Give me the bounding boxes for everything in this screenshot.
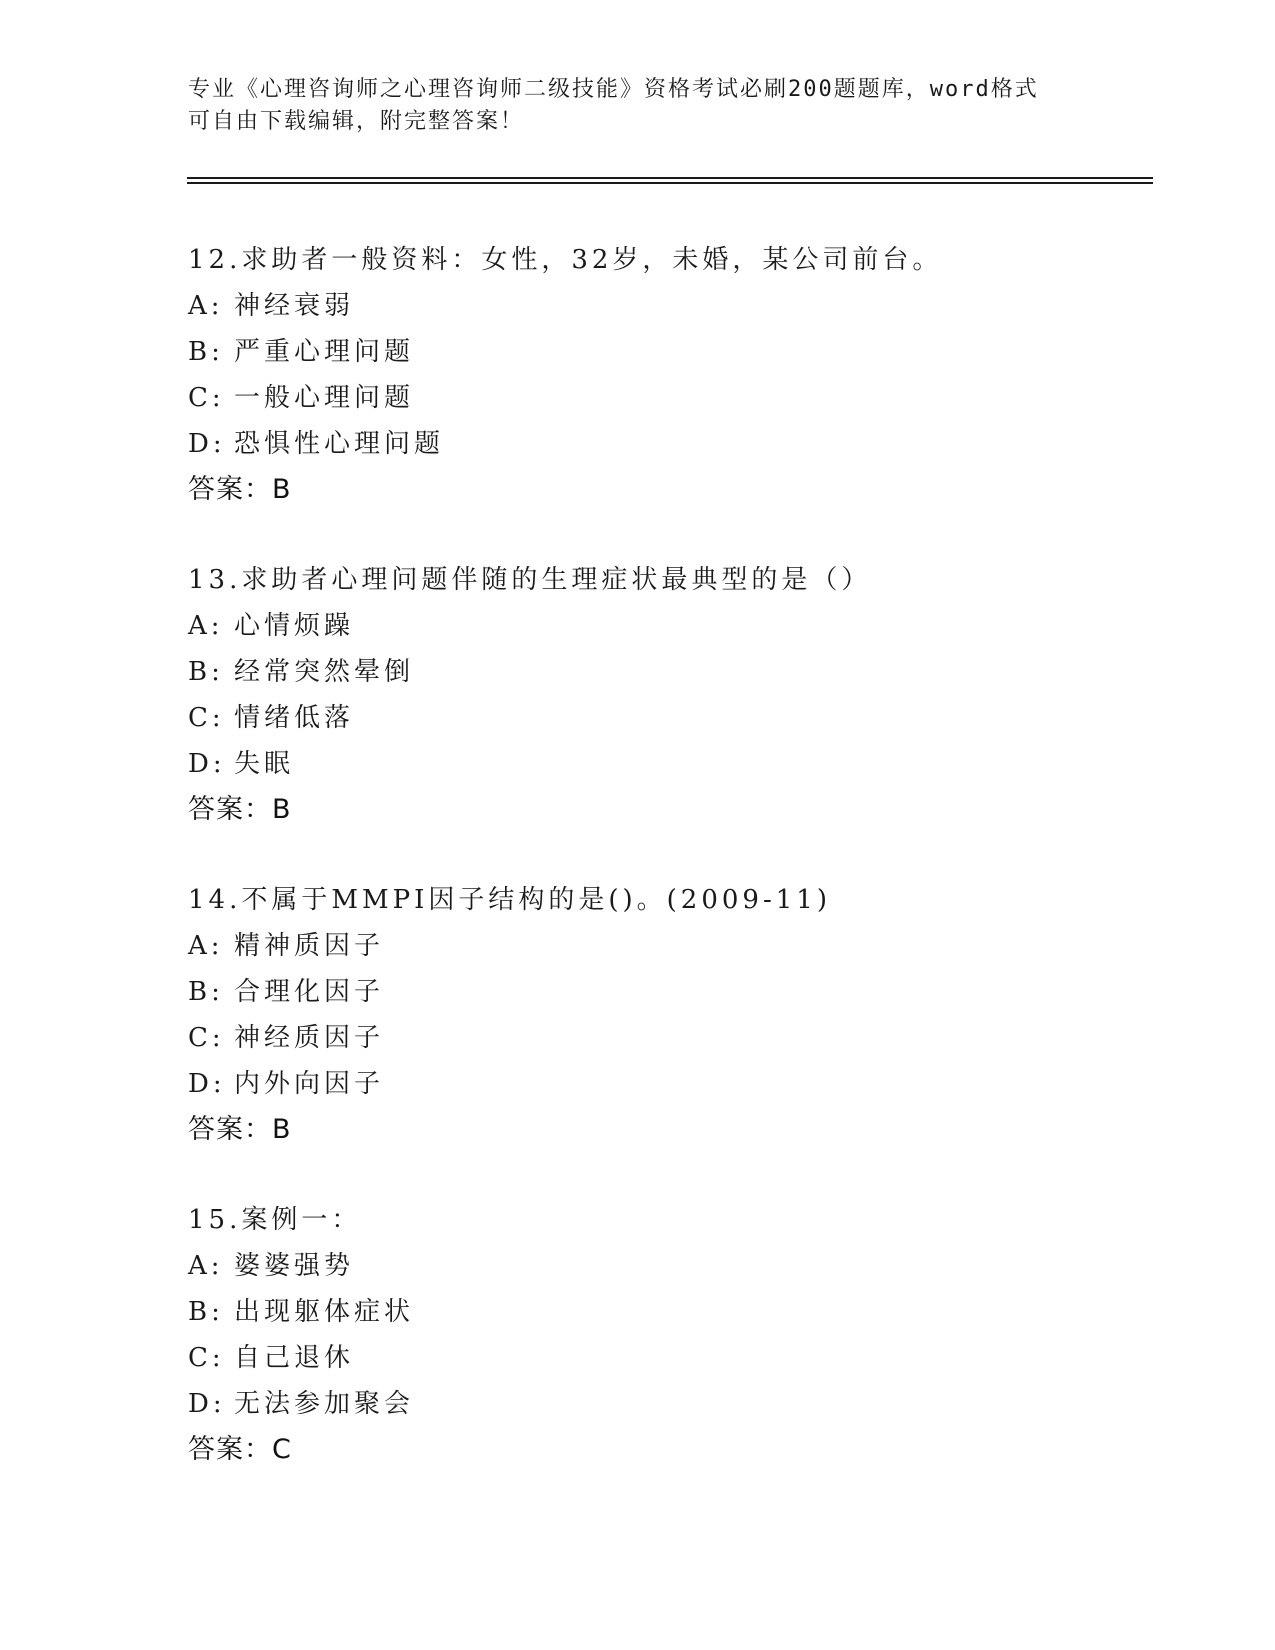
option-c [188, 1015, 1148, 1061]
answer-text: 答案：C [188, 1434, 292, 1465]
option-a [188, 603, 1148, 649]
option-text: 失眠 [234, 749, 295, 779]
document-header [188, 74, 1088, 138]
option-letter: A: [188, 291, 224, 321]
option-a [188, 283, 1148, 329]
option-d [188, 1061, 1148, 1107]
answer-text: 答案：B [188, 474, 292, 505]
option-b [188, 649, 1148, 695]
option-c [188, 695, 1148, 741]
question-list [188, 237, 1148, 1517]
option-text: 恐惧性心理问题 [234, 429, 445, 459]
question-stem: 15.案例一： [188, 1205, 362, 1235]
question-stem: 14.不属于MMPI因子结构的是()。(2009-11) [188, 885, 831, 915]
option-letter: D: [188, 1389, 226, 1419]
option-letter: B: [188, 337, 224, 367]
option-text: 自己退休 [234, 1343, 355, 1373]
option-letter: A: [188, 611, 224, 641]
option-letter: B: [188, 977, 224, 1007]
option-text: 出现躯体症状 [234, 1297, 415, 1327]
option-d [188, 421, 1148, 467]
option-text: 心情烦躁 [234, 611, 355, 641]
option-b [188, 969, 1148, 1015]
option-text: 经常突然晕倒 [234, 657, 415, 687]
option-a [188, 1243, 1148, 1289]
question-13 [188, 557, 1148, 833]
question-stem: 12.求助者一般资料：女性，32岁，未婚，某公司前台。 [188, 245, 943, 275]
option-b [188, 329, 1148, 375]
question-stem: 13.求助者心理问题伴随的生理症状最典型的是（） [188, 565, 872, 595]
option-text: 合理化因子 [234, 977, 385, 1007]
answer-text: 答案：B [188, 1114, 292, 1145]
option-b [188, 1289, 1148, 1335]
option-letter: C: [188, 1023, 225, 1053]
option-letter: B: [188, 657, 224, 687]
option-letter: D: [188, 429, 226, 459]
option-text: 婆婆强势 [234, 1251, 355, 1281]
option-text: 神经质因子 [234, 1023, 385, 1053]
option-text: 内外向因子 [234, 1069, 385, 1099]
question-15 [188, 1197, 1148, 1473]
option-letter: B: [188, 1297, 224, 1327]
option-text: 情绪低落 [234, 703, 355, 733]
question-14 [188, 877, 1148, 1153]
option-letter: A: [188, 1251, 224, 1281]
option-a [188, 923, 1148, 969]
answer-text: 答案：B [188, 794, 292, 825]
option-c [188, 375, 1148, 421]
header-line-2: 可自由下载编辑，附完整答案！ [188, 109, 525, 134]
header-divider-top [187, 177, 1153, 179]
option-letter: D: [188, 1069, 226, 1099]
option-letter: C: [188, 1343, 225, 1373]
option-text: 无法参加聚会 [234, 1389, 415, 1419]
question-12 [188, 237, 1148, 513]
option-letter: D: [188, 749, 226, 779]
option-d [188, 1381, 1148, 1427]
header-line-1: 专业《心理咨询师之心理咨询师二级技能》资格考试必刷200题题库，word格式 [188, 77, 1039, 102]
option-text: 严重心理问题 [234, 337, 415, 367]
option-letter: C: [188, 383, 225, 413]
option-text: 神经衰弱 [234, 291, 355, 321]
option-text: 精神质因子 [234, 931, 385, 961]
option-c [188, 1335, 1148, 1381]
option-text: 一般心理问题 [234, 383, 415, 413]
option-letter: A: [188, 931, 224, 961]
option-letter: C: [188, 703, 225, 733]
option-d [188, 741, 1148, 787]
header-divider-bottom [187, 182, 1153, 184]
